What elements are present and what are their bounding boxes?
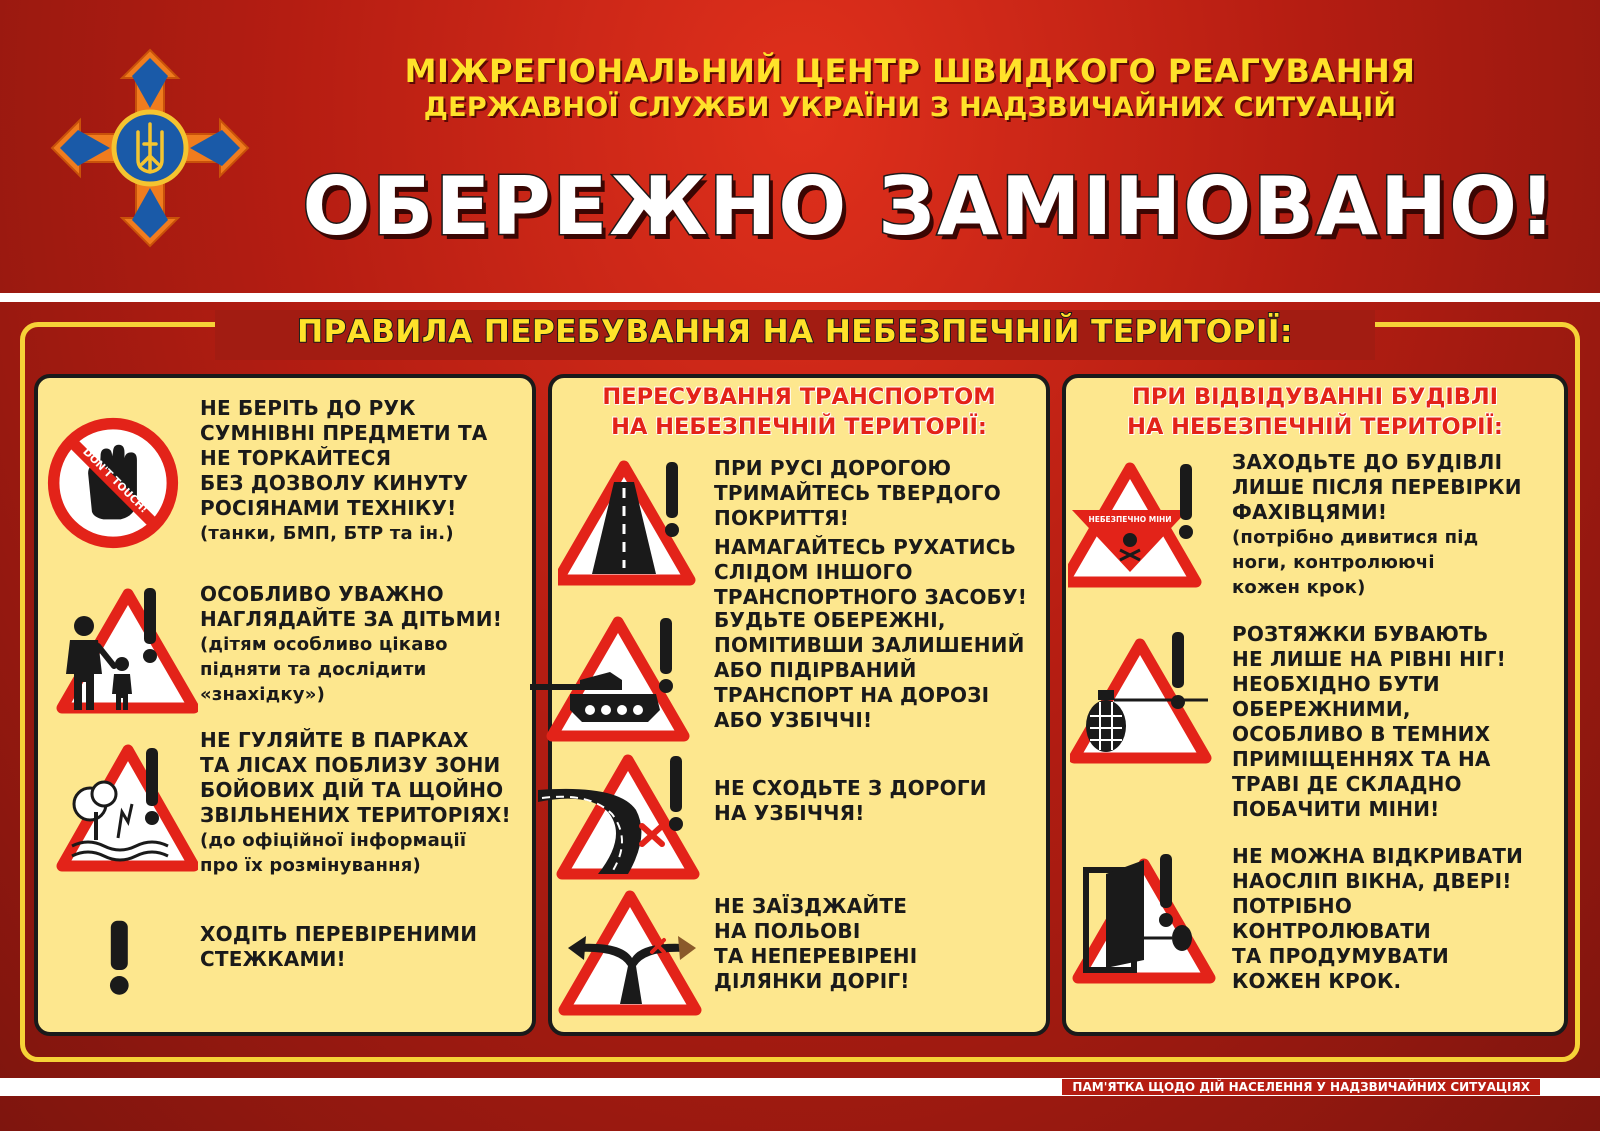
main-title: ОБЕРЕЖНО ЗАМІНОВАНО! [302,160,1558,253]
rule-line: БОЙОВИХ ДІЙ ТА ЩОЙНО [200,778,504,802]
org-name-line1: МІЖРЕГІОНАЛЬНИЙ ЦЕНТР ШВИДКОГО РЕАГУВАННЯ [404,52,1416,90]
exclamation-icon [104,920,138,998]
rule-item [552,752,1054,882]
dsns-emblem-icon [50,48,250,248]
heading-line: НА НЕБЕЗПЕЧНІЙ ТЕРИТОРІЇ: [611,414,987,440]
rule-item [38,728,540,898]
panel-building-rules [1062,374,1568,1036]
rule-line: РОСІЯНАМИ ТЕХНІКУ! [200,496,457,520]
rule-line: ТРАВІ ДЕ СКЛАДНО [1232,772,1462,796]
rule-note: ноги, контролюючі [1232,552,1435,573]
panel-transport-rules [548,374,1050,1036]
rule-line: ПРИМІЩЕННЯХ ТА НА [1232,747,1491,771]
mines-sign-icon [1068,460,1218,590]
rule-line: ОСОБЛИВО В ТЕМНИХ [1232,722,1491,746]
rule-note: (дітям особливо цікаво [200,634,448,655]
rule-item [552,450,1054,609]
rule-note: «знахідку») [200,684,325,705]
roadside-warning-icon [538,752,708,882]
rule-line: АБО ПІДІРВАНИЙ [714,658,917,682]
heading-line: НА НЕБЕЗПЕЧНІЙ ТЕРИТОРІЇ: [1127,414,1503,440]
road-warning-icon [558,458,708,588]
header [0,0,1600,292]
rule-line: НЕОБХІДНО БУТИ [1232,672,1440,696]
rule-line: ТРАНСПОРТ НА ДОРОЗІ [714,683,990,707]
rule-line: ХОДІТЬ ПЕРЕВІРЕНИМИ [200,922,478,946]
rule-line: АБО УЗБІЧЧІ! [714,708,873,732]
rule-line: ТА ЛІСАХ ПОБЛИЗУ ЗОНИ [200,753,501,777]
rule-line: НА ПОЛЬОВІ [714,919,861,943]
rule-item [38,918,540,1018]
header-divider [0,293,1600,302]
rule-line: ПОБАЧИТИ МІНИ! [1232,797,1440,821]
tank-warning-icon [530,614,700,744]
dont-touch-label: DON'T TOUCH! [80,446,150,516]
rule-item [1066,450,1572,610]
rule-line: СУМНІВНІ ПРЕДМЕТИ ТА [200,421,488,445]
rule-line: ПОТРІБНО [1232,894,1353,918]
rule-line: НЕ СХОДЬТЕ З ДОРОГИ [714,776,987,800]
rule-line: ТА НЕПЕРЕВІРЕНІ [714,944,918,968]
mines-sign-label: НЕБЕЗПЕЧНО МІНИ [1088,515,1172,524]
heading-line: ПРИ ВІДВІДУВАННІ БУДІВЛІ [1132,384,1498,410]
rule-note: кожен крок) [1232,577,1366,598]
rule-line: НАГЛЯДАЙТЕ ЗА ДІТЬМИ! [200,607,503,631]
park-warning-icon [48,742,198,882]
fork-road-warning-icon [558,888,708,1018]
panel-general-rules [34,374,536,1036]
rule-note: про їх розмінування) [200,855,421,876]
door-grenade-icon [1072,850,1222,990]
rule-item [1066,622,1572,832]
rule-line: НЕ БЕРІТЬ ДО РУК [200,396,416,420]
rule-line: СЛІДОМ ІНШОГО [714,560,913,584]
transport-heading [552,382,1046,442]
rules-title-wrap [215,310,1375,360]
rule-line: СТЕЖКАМИ! [200,947,346,971]
rule-line: ПОКРИТТЯ! [714,506,850,530]
rule-line: НЕ ТОРКАЙТЕСЯ [200,446,392,470]
rules-title: ПРАВИЛА ПЕРЕБУВАННЯ НА НЕБЕЗПЕЧНІЙ ТЕРИТОРІЇ: [297,314,1293,350]
rule-note: (танки, БМП, БТР та ін.) [200,523,454,544]
rule-line: НЕ ГУЛЯЙТЕ В ПАРКАХ [200,728,469,752]
rule-item [552,608,1054,748]
rule-line: КОНТРОЛЮВАТИ [1232,919,1431,943]
grenade-tripwire-icon [1070,628,1220,768]
rule-note: (до офіційної інформації [200,830,467,851]
rule-line: НА УЗБІЧЧЯ! [714,801,865,825]
rule-item [38,578,540,718]
rule-line: ЛИШЕ ПІСЛЯ ПЕРЕВІРКИ [1232,475,1522,499]
rule-item [1066,844,1572,1024]
rule-line: НАМАГАЙТЕСЬ РУХАТИСЬ [714,535,1017,559]
rule-line: ОБЕРЕЖНИМИ, [1232,697,1411,721]
rule-line: НЕ ЗАЇЗДЖАЙТЕ [714,894,908,918]
rule-line: БЕЗ ДОЗВОЛУ КИНУТУ [200,471,469,495]
rule-line: ПРИ РУСІ ДОРОГОЮ [714,456,952,480]
rule-line: НАОСЛІП ВІКНА, ДВЕРІ! [1232,869,1512,893]
rule-line: НЕ МОЖНА ВІДКРИВАТИ [1232,844,1524,868]
rule-line: НЕ ЛИШЕ НА РІВНІ НІГ! [1232,647,1506,671]
rule-line: ДІЛЯНКИ ДОРІГ! [714,969,910,993]
rule-item [552,884,1054,1024]
heading-line: ПЕРЕСУВАННЯ ТРАНСПОРТОМ [602,384,996,410]
rule-line: ФАХІВЦЯМИ! [1232,500,1388,524]
rule-line: РОЗТЯЖКИ БУВАЮТЬ [1232,622,1489,646]
footer-text: ПАМ'ЯТКА ЩОДО ДІЙ НАСЕЛЕННЯ У НАДЗВИЧАЙНИХ СИТУАЦІЯХ [1062,1079,1540,1095]
rule-line: ПОМІТИВШИ ЗАЛИШЕНИЙ [714,633,1025,657]
rule-line: ЗВІЛЬНЕНИХ ТЕРИТОРІЯХ! [200,803,511,827]
rule-line: КОЖЕН КРОК. [1232,969,1402,993]
rule-line: ТРИМАЙТЕСЬ ТВЕРДОГО [714,481,1001,505]
rule-line: ОСОБЛИВО УВАЖНО [200,582,444,606]
dont-touch-icon [46,416,180,550]
org-name-line2: ДЕРЖАВНОЇ СЛУЖБИ УКРАЇНИ З НАДЗВИЧАЙНИХ СИТУАЦІЙ [423,92,1397,123]
parent-child-warning-icon [48,586,198,716]
rule-line: ЗАХОДЬТЕ ДО БУДІВЛІ [1232,450,1503,474]
rule-line: ТА ПРОДУМУВАТИ [1232,944,1449,968]
rule-item [38,378,540,568]
rule-note: (потрібно дивитися під [1232,527,1479,548]
rule-line: ТРАНСПОРТНОГО ЗАСОБУ! [714,585,1028,609]
rule-note: підняти та дослідити [200,659,427,680]
rule-line: БУДЬТЕ ОБЕРЕЖНІ, [714,608,946,632]
building-heading [1066,382,1564,442]
